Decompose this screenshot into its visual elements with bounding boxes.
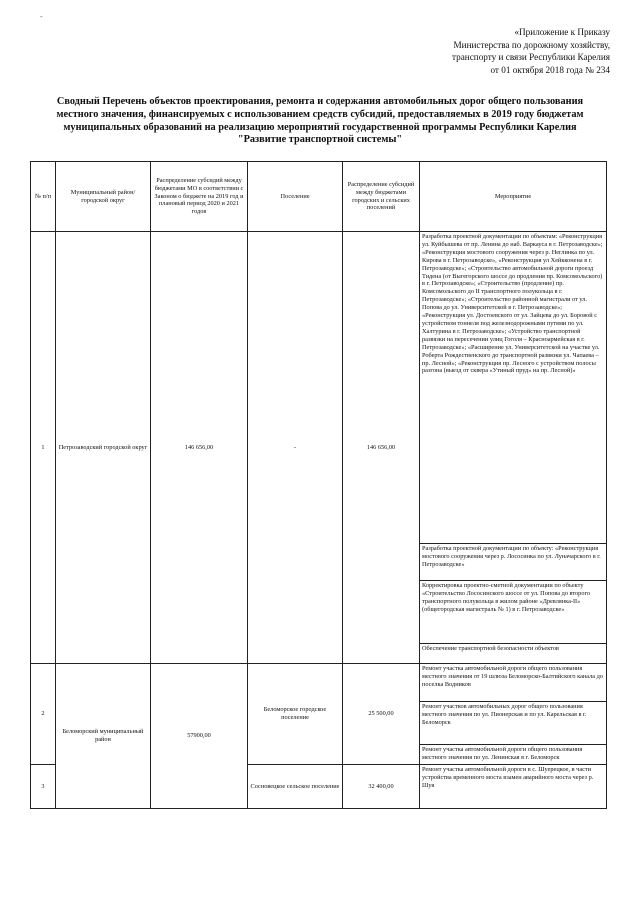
appendix-line-3: транспорту и связи Республики Карелия [451, 52, 610, 63]
row-measure: Ремонт участков автомобильных дорог общего пользования местного значения по ул. Пионерская и по ул. Карельская в г. Беломорск [420, 702, 607, 745]
header-settlement: Поселение [248, 162, 343, 232]
row-measure: Ремонт участка автомобильной дороги общего пользования местного значения от 19 шлюза Беломорско-Балтийского канала до поселка Водников [420, 664, 607, 702]
title-line-1: Сводный Перечень объектов проектирования, ремонта и содержания автомобильных дорог общего пользования [56, 96, 584, 107]
margin-mark: - [40, 12, 43, 21]
appendix-line-1: «Приложение к Приказу [514, 27, 610, 37]
table-header-row [31, 162, 607, 232]
header-num: № п/п [31, 162, 56, 232]
table-row [31, 664, 607, 702]
row-settlement: Беломорское городское поселение [248, 664, 343, 765]
row-distribution-mo: 57900,00 [151, 664, 248, 809]
row-distribution-settlements: 32 400,00 [343, 765, 420, 809]
row-settlement: Сосновецкое сельское поселение [248, 765, 343, 809]
objects-table [30, 161, 607, 809]
row-distribution-settlements: 146 656,00 [343, 232, 420, 664]
header-distribution-mo: Распределение субсидий между бюджетами МО в соответствии с Законом о бюджете на 2019 год и плановый период 2020 и 2021 годов [151, 162, 248, 232]
row-district: Петрозаводский городской округ [56, 232, 151, 664]
document-title [26, 96, 614, 147]
title-line-2: местного значения, финансируемых с использованием средств субсидий, предоставляемых в 2019 году бюджетам [56, 108, 584, 120]
appendix-line-4: от 01 октября 2018 года № 234 [490, 64, 610, 75]
row-distribution-settlements: 25 500,00 [343, 664, 420, 765]
row-num: 3 [31, 765, 56, 809]
header-distribution-settlements: Распределение субсидий между бюджетами городских и сельских поселений [343, 162, 420, 232]
appendix-note [390, 26, 610, 76]
row-num: 1 [31, 232, 56, 664]
row-measure: Корректировка проектно-сметной документации по объекту «Строительство Лососинского шоссе от ул. Попова до второго транспортного полукольца в жилом районе «Древлянка-II» (общегородская магистраль № 1) в г. Петрозаводске» [420, 581, 607, 644]
row-measure: Разработка проектной документации по объекту: «Реконструкция мостового сооружения через р. Лососинка по ул. Луначарского в г. Петрозаводске» [420, 544, 607, 581]
row-measure: Ремонт участка автомобильной дороги общего пользования местного значения по ул. Ленинская в г. Беломорск [420, 745, 607, 765]
row-distribution-mo: 146 656,00 [151, 232, 248, 664]
row-num: 2 [31, 664, 56, 765]
row-district: Беломорский муниципальный район [56, 664, 151, 809]
table-row [31, 232, 607, 544]
row-settlement: - [248, 232, 343, 664]
row-measure: Обеспечение транспортной безопасности объектов [420, 644, 607, 664]
header-district: Муниципальный район/городской округ [56, 162, 151, 232]
title-line-3: муниципальных образований на реализацию мероприятий государственной программы Республики Карелия [63, 121, 577, 133]
header-measure: Мероприятие [420, 162, 607, 232]
title-line-4: "Развитие транспортной системы" [237, 134, 403, 146]
row-measure: Разработка проектной документации по объектам: «Реконструкция ул. Куйбышева от пр. Ленина до наб. Варкауса в г. Петрозаводске»; «Реконструкция мостового сооружения через р. Неглинка по ул. Кирова в г. Петрозаводске», «Реконструкция ул Хейкконена в г. Петрозаводске»; «Строительство автомобильной дороги проезд Тидена (от Выгегорского шоссе до продления пр. Комсомольского) в г. Петрозаводске»; «Строительство (продление) пр. Комсомольского до II транспортного полукольца в г. Петрозаводске»; «Строительство районной магистрали от ул. Попова до ул. Университетской в г. Петрозаводске»; «Реконструкция ул. Достоевского от ул. Зайцева до ул. Боровой с устройством тоннеля под железнодорожными путями по ул. Халтурина в г. Петрозаводске»; «Устройство транспортной развязки на пересечении улиц Гоголя – Красноармейская в г. Петрозаводске»; «Расширение ул. Университетской на участке ул. Роберта Рождественского до транспортной развязки ул. Чапаева – пр. Лесной»; «Реконструкция пр. Лесного с устройством полосы разгона (выезд от сквера «Утиный пруд» на пр. Лесной)» [420, 232, 607, 544]
appendix-line-2: Министерства по дорожному хозяйству, [453, 39, 610, 50]
row-measure: Ремонт участка автомобильной дороги в с. Шуерецкое, в части устройства временного моста взамен аварийного моста через р. Шуя [420, 765, 607, 809]
